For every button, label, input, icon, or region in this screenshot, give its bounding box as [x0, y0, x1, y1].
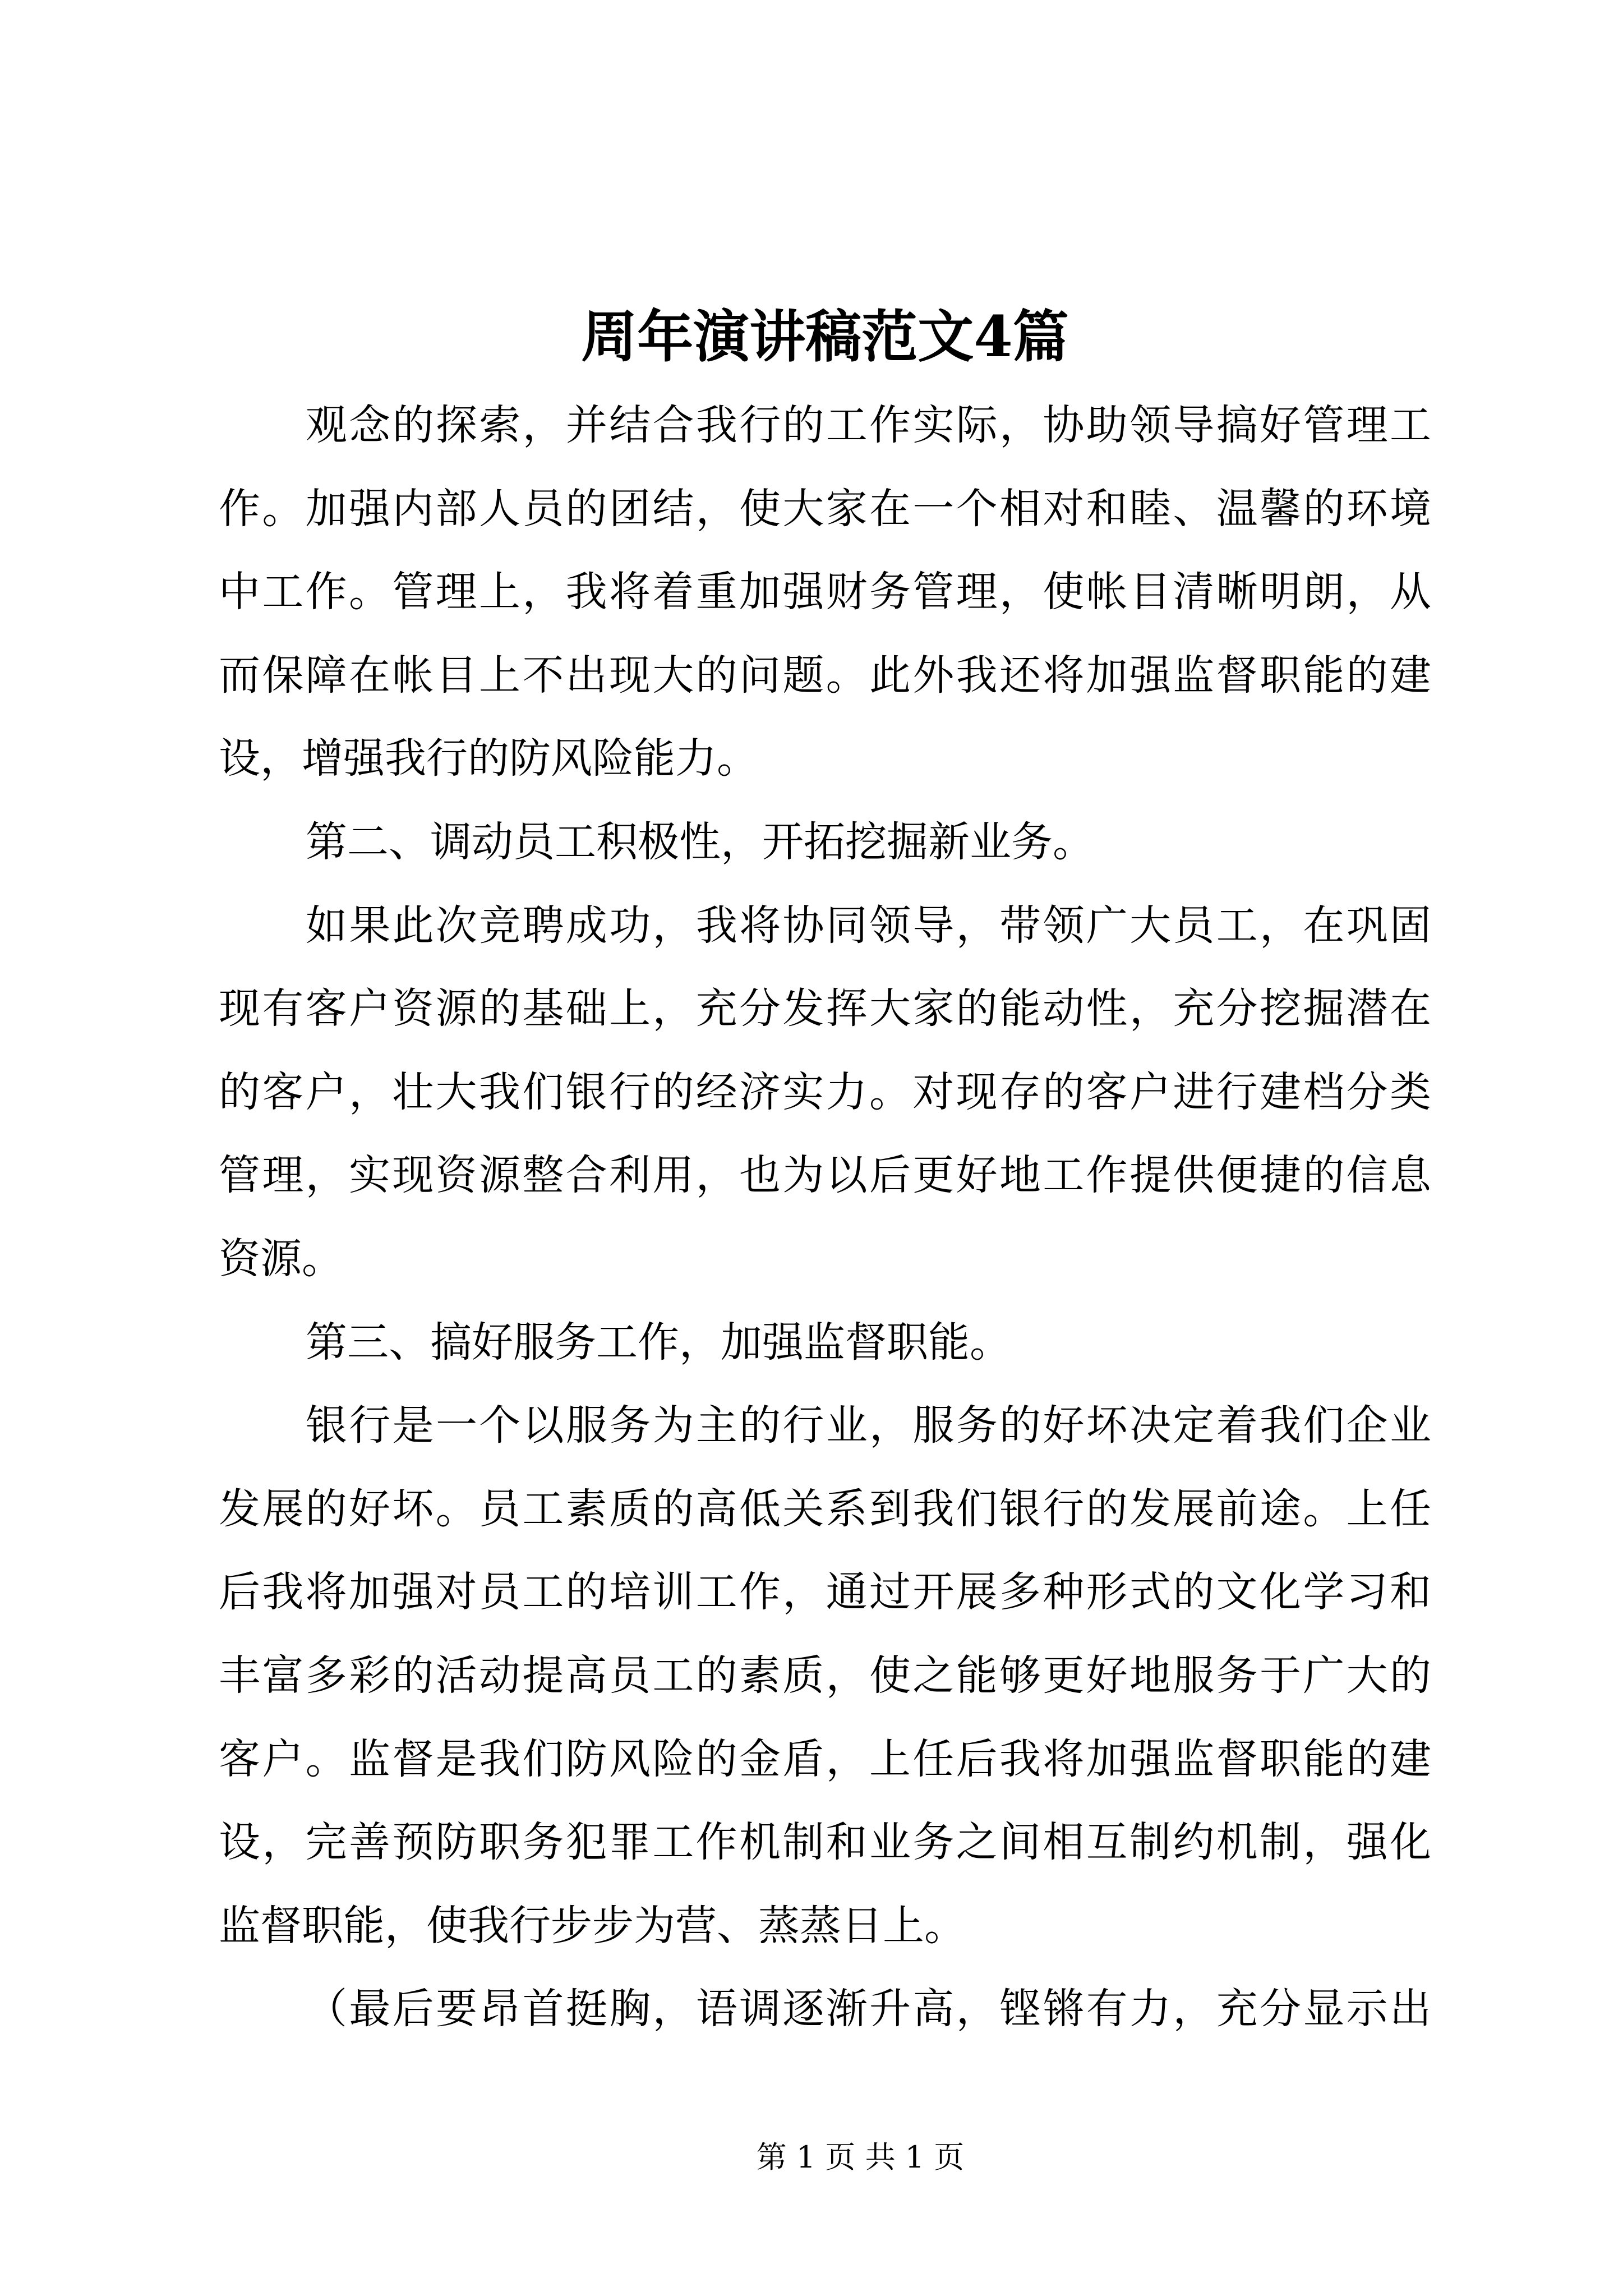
- text-line: 银行是一个以服务为主的行业，服务的好坏决定着我们企业: [306, 1401, 1431, 1450]
- text-line: 设，增强我行的防风险能力。: [219, 734, 758, 783]
- text-line: 第二、调动员工积极性，开拓挖掘新业务。: [306, 817, 1094, 866]
- paragraph-1: [219, 384, 1431, 800]
- text-line: 后我将加强对员工的培训工作，通过开展多种形式的文化学习和: [219, 1568, 1431, 1617]
- text-line: 现有客户资源的基础上，充分发挥大家的能动性，充分挖掘潜在: [219, 984, 1431, 1033]
- text-line: 的客户，壮大我们银行的经济实力。对现存的客户进行建档分类: [219, 1068, 1431, 1116]
- text-line: 设，完善预防职务犯罪工作机制和业务之间相互制约机制，强化: [219, 1818, 1431, 1867]
- text-line: 第三、搞好服务工作，加强监督职能。: [306, 1318, 1011, 1366]
- document-body: [219, 384, 1431, 2051]
- paragraph-6: [219, 1967, 1431, 2051]
- text-line: （最后要昂首挺胸，语调逐渐升高，铿锵有力，充分显示出: [306, 1985, 1431, 2033]
- text-line: 发展的好坏。员工素质的高低关系到我们银行的发展前途。上任: [219, 1484, 1431, 1533]
- text-line: 而保障在帐目上不出现大的问题。此外我还将加强监督职能的建: [219, 651, 1431, 700]
- text-line: 作。加强内部人员的团结，使大家在一个相对和睦、温馨的环境: [219, 484, 1431, 533]
- paragraph-3: [219, 884, 1431, 1301]
- paragraph-2: [219, 800, 1431, 884]
- paragraph-4: [219, 1301, 1431, 1384]
- document-title: 周年演讲稿范文4篇: [581, 303, 1069, 370]
- text-line: 中工作。管理上，我将着重加强财务管理，使帐目清晰明朗，从: [219, 568, 1431, 616]
- text-line: 如果此次竞聘成功，我将协同领导，带领广大员工，在巩固: [306, 901, 1431, 950]
- text-line: 客户。监督是我们防风险的金盾，上任后我将加强监督职能的建: [219, 1734, 1431, 1783]
- text-line: 丰富多彩的活动提高员工的素质，使之能够更好地服务于广大的: [219, 1651, 1431, 1700]
- paragraph-5: [219, 1384, 1431, 1967]
- text-line: 观念的探索，并结合我行的工作实际，协助领导搞好管理工: [306, 401, 1431, 449]
- page-footer: 第 1 页 共 1 页: [756, 2139, 965, 2175]
- text-line: 资源。: [219, 1234, 343, 1283]
- text-line: 监督职能，使我行步步为营、蒸蒸日上。: [219, 1901, 966, 1950]
- text-line: 管理，实现资源整合利用，也为以后更好地工作提供便捷的信息: [219, 1151, 1431, 1200]
